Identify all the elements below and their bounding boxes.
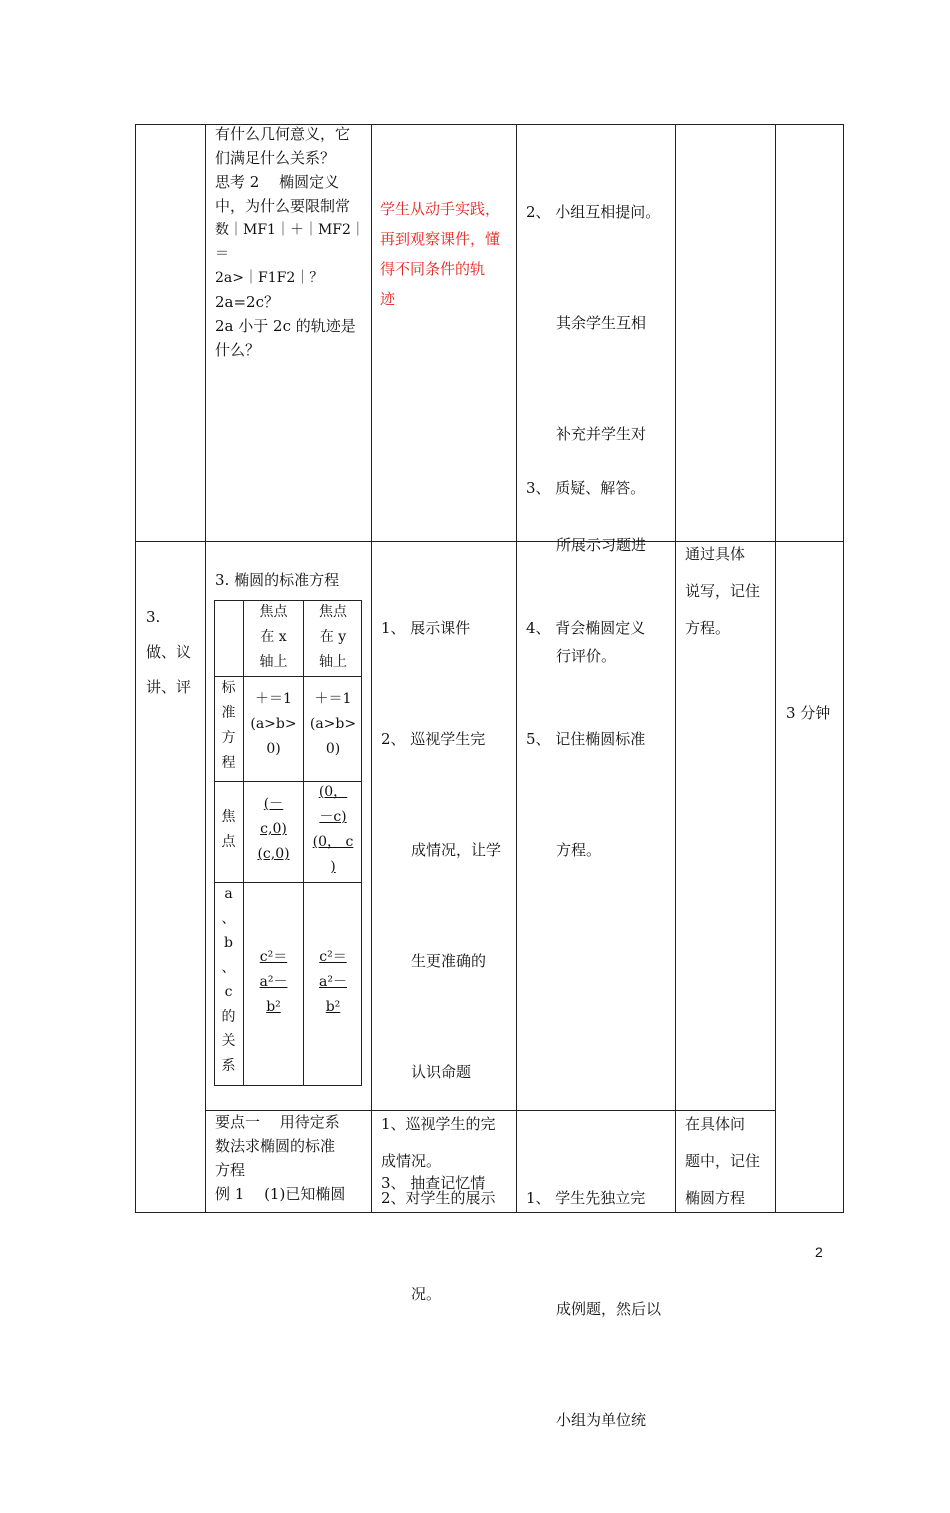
content-line: 数法求椭圆的标准 xyxy=(215,1137,336,1155)
student-line: 成例题，然后以 xyxy=(526,1300,662,1318)
teacher-line: 2、对学生的展示 xyxy=(381,1189,496,1207)
content-line: 例 1 (1)已知椭圆 xyxy=(215,1185,346,1203)
row1-intent-cell xyxy=(380,194,516,314)
intent-line: 学生从动手实践， xyxy=(380,200,501,218)
content-line: 要点一 用待定系 xyxy=(215,1113,340,1131)
relation-x xyxy=(244,945,303,1020)
cell-line: ) xyxy=(330,859,336,875)
student-line: 小组为单位统 xyxy=(526,1411,647,1429)
content-line: 思考 2 椭圆定义 xyxy=(215,173,340,191)
cell-line: －c) xyxy=(319,809,347,825)
header-focus-x xyxy=(244,600,303,675)
stage-line: 做、议 xyxy=(146,643,192,661)
cell-line: a²－ xyxy=(319,974,347,990)
cell-line: b² xyxy=(266,999,281,1015)
cell-line: 方 xyxy=(221,730,236,746)
row3-intent-cell xyxy=(685,1106,775,1217)
cell-line: 焦点 xyxy=(259,604,288,620)
row2-stage-cell xyxy=(146,600,204,705)
teacher-line: 成情况。 xyxy=(381,1152,442,1170)
teacher-line: 成情况，让学 xyxy=(381,841,502,859)
cell-line: (－ xyxy=(263,796,284,812)
teacher-line: 生更准确的 xyxy=(381,952,487,970)
student-line: 其余学生互相 xyxy=(526,314,647,332)
row3-student-cell xyxy=(526,1106,676,1513)
column-divider xyxy=(775,124,776,1213)
cell-line: (a>b> xyxy=(309,716,357,732)
cell-line: 0) xyxy=(325,741,341,757)
cell-line: b xyxy=(224,935,233,951)
content-line: 什么？ xyxy=(215,341,261,359)
teacher-line: 1、巡视学生的完 xyxy=(381,1115,496,1133)
cell-line: a²－ xyxy=(259,974,288,990)
student-line: 行评价。 xyxy=(526,647,617,665)
row2-content-title: 3. 椭圆的标准方程 xyxy=(215,571,340,589)
student-line: 补充并学生对 xyxy=(526,425,647,443)
teacher-line: 况。 xyxy=(381,1285,442,1303)
cell-line: (0， xyxy=(318,784,348,800)
cell-line: 在 y xyxy=(319,629,347,645)
intent-line: 题中，记住 xyxy=(685,1152,761,1170)
cell-line: c²＝ xyxy=(319,949,347,965)
cell-line: c²＝ xyxy=(259,949,288,965)
intent-line: 得不同条件的轨 xyxy=(380,260,486,278)
student-line: 2、 小组互相提问。 xyxy=(526,203,661,221)
teacher-line: 1、 展示课件 xyxy=(381,619,471,637)
cell-line: 、 xyxy=(221,959,236,976)
content-line: 方程 xyxy=(215,1161,246,1179)
cell-line: 轴上 xyxy=(319,654,347,670)
student-line: 方程。 xyxy=(526,841,602,859)
content-line: 2a=2c？ xyxy=(215,293,279,311)
student-line: 5、 记住椭圆标准 xyxy=(526,730,646,748)
column-divider xyxy=(371,124,372,1213)
cell-line: 程 xyxy=(221,755,236,771)
student-line: 1、 学生先独立完 xyxy=(526,1189,646,1207)
cell-line: 标 xyxy=(221,680,236,696)
cell-line: b² xyxy=(325,999,341,1015)
student-line: 4、 背会椭圆定义 xyxy=(526,619,646,637)
intent-line: 迹 xyxy=(380,290,396,308)
page-number: 2 xyxy=(815,1244,823,1260)
cell-line: a xyxy=(224,886,233,902)
row3-content-cell xyxy=(215,1110,371,1206)
teacher-line: 3、 抽查记忆情 xyxy=(381,1174,486,1192)
cell-line: ＋＝1 xyxy=(314,691,352,707)
intent-line: 方程。 xyxy=(685,619,731,637)
cell-line: 轴上 xyxy=(259,654,288,670)
row1-content-cell xyxy=(215,122,371,362)
label-focus xyxy=(214,805,243,855)
cell-line: 准 xyxy=(221,705,236,721)
row2-time-cell: 3 分钟 xyxy=(786,704,831,722)
content-line: 数｜MF1｜＋｜MF2｜＝ xyxy=(215,222,365,262)
cell-line: 系 xyxy=(221,1057,236,1074)
focus-x xyxy=(244,792,303,867)
teacher-line: 认识命题 xyxy=(381,1063,472,1081)
cell-line: 0) xyxy=(266,741,281,757)
column-divider xyxy=(516,124,517,1213)
header-focus-y xyxy=(304,600,362,675)
row2-student-cell xyxy=(526,536,676,943)
cell-line: 焦点 xyxy=(319,604,347,620)
cell-line: 的 xyxy=(221,1008,236,1025)
intent-line: 椭圆方程 xyxy=(685,1189,746,1207)
intent-line: 说写，记住 xyxy=(685,582,761,600)
std-equation-y xyxy=(304,687,362,762)
cell-line: c,0) xyxy=(260,821,287,837)
cell-line: 关 xyxy=(221,1033,236,1049)
cell-line: (c,0) xyxy=(257,846,290,862)
cell-line: (0， c xyxy=(312,834,354,850)
content-line: 2a 小于 2c 的轨迹是 xyxy=(215,317,356,335)
row1-student-item3: 3、 质疑、解答。 xyxy=(526,479,646,497)
intent-line: 再到观察课件，懂 xyxy=(380,230,501,248)
content-line: 2a>｜F1F2｜？ xyxy=(215,270,324,286)
stage-line: 3. xyxy=(146,608,161,626)
row3-teacher-cell xyxy=(381,1106,516,1217)
column-divider xyxy=(205,124,206,1213)
content-line: 们满足什么关系？ xyxy=(215,149,336,167)
cell-line: ＋＝1 xyxy=(255,691,292,707)
intent-line: 通过具体 xyxy=(685,545,746,563)
content-line: 有什么几何意义，它 xyxy=(215,125,351,143)
focus-y xyxy=(304,780,362,880)
teacher-line: 2、 巡视学生完 xyxy=(381,730,486,748)
cell-line: 在 x xyxy=(260,629,287,645)
std-equation-x xyxy=(244,687,303,762)
cell-line: 焦 xyxy=(221,809,236,825)
cell-line: 点 xyxy=(221,834,236,850)
cell-line: 、 xyxy=(221,910,236,927)
content-line: 中，为什么要限制常 xyxy=(215,197,351,215)
cell-line: (a>b> xyxy=(250,716,297,732)
label-standard-equation xyxy=(214,676,243,776)
stage-line: 讲、评 xyxy=(146,678,192,696)
relation-y xyxy=(304,945,362,1020)
intent-line: 在具体问 xyxy=(685,1115,746,1133)
student-line: 所展示习题进 xyxy=(526,536,647,554)
row2-intent-cell xyxy=(685,536,775,647)
row2-teacher-cell xyxy=(381,536,516,1387)
cell-line: c xyxy=(224,984,233,1000)
label-abc-relation xyxy=(214,882,243,1078)
